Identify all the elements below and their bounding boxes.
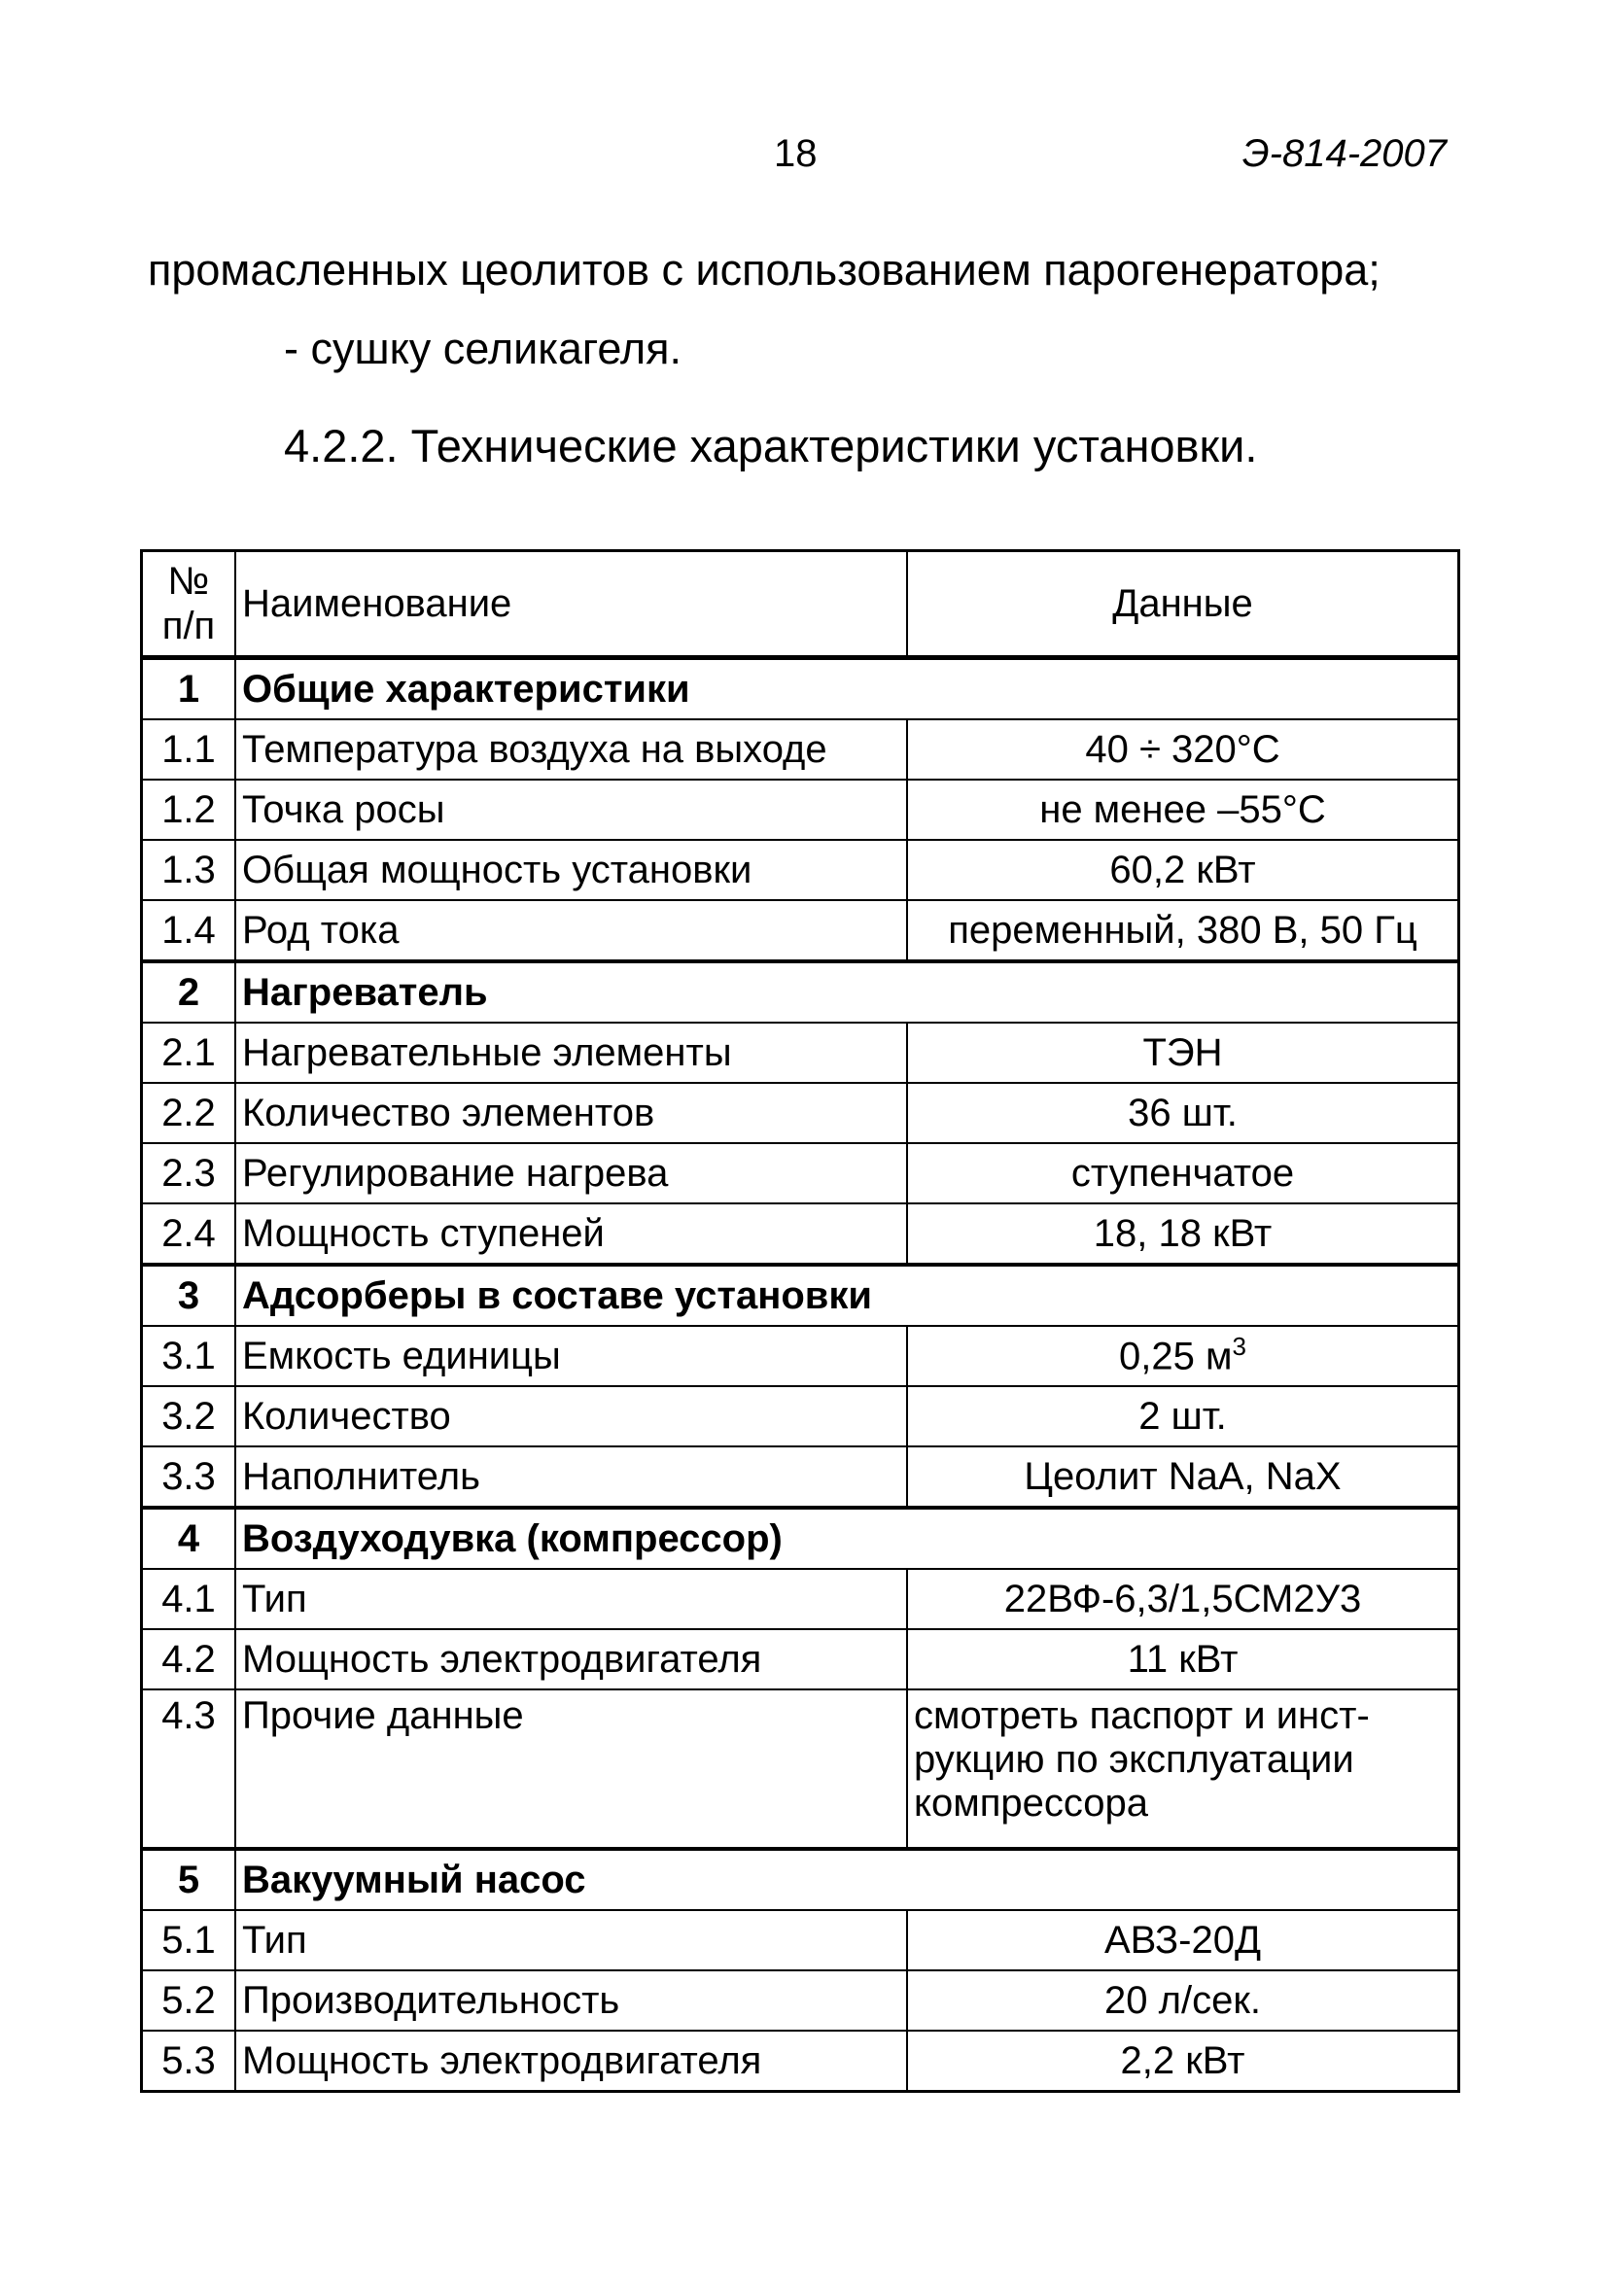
row-value-text: Цеолит NaA, NaX bbox=[1024, 1454, 1342, 1498]
row-number: 4.2 bbox=[142, 1629, 236, 1689]
row-name: Количество элементов bbox=[235, 1083, 907, 1143]
section-title: Воздуходувка (компрессор) bbox=[235, 1508, 1459, 1569]
table-row bbox=[142, 1629, 1459, 1689]
row-number: 1.4 bbox=[142, 900, 236, 961]
row-value-text: 36 шт. bbox=[1128, 1091, 1238, 1134]
table-header-row bbox=[142, 551, 1459, 658]
row-value-line: смотреть паспорт и инст- bbox=[914, 1694, 1370, 1737]
section-number: 4 bbox=[142, 1508, 236, 1569]
header-data: Данные bbox=[907, 551, 1459, 658]
row-name: Мощность ступеней bbox=[235, 1203, 907, 1265]
row-name: Род тока bbox=[235, 900, 907, 961]
table-section-row bbox=[142, 1508, 1459, 1569]
row-value bbox=[907, 840, 1459, 900]
row-value-text: 20 л/сек. bbox=[1104, 1978, 1261, 2022]
row-value bbox=[907, 1203, 1459, 1265]
table-row bbox=[142, 840, 1459, 900]
row-name: Температура воздуха на выходе bbox=[235, 719, 907, 780]
row-value bbox=[907, 1569, 1459, 1629]
header-name: Наименование bbox=[235, 551, 907, 658]
table-row bbox=[142, 1689, 1459, 1849]
row-value bbox=[907, 1629, 1459, 1689]
row-number: 2.4 bbox=[142, 1203, 236, 1265]
page-number: 18 bbox=[774, 132, 818, 175]
row-name: Точка росы bbox=[235, 780, 907, 840]
table-section-row bbox=[142, 961, 1459, 1023]
row-name: Количество bbox=[235, 1386, 907, 1446]
row-number: 1.2 bbox=[142, 780, 236, 840]
row-number: 5.3 bbox=[142, 2031, 236, 2092]
section-number: 2 bbox=[142, 961, 236, 1023]
table-row bbox=[142, 1446, 1459, 1508]
row-number: 4.1 bbox=[142, 1569, 236, 1629]
row-value bbox=[907, 1910, 1459, 1970]
row-value bbox=[907, 1689, 1459, 1849]
paragraph-line-2: - сушку селикагеля. bbox=[284, 324, 682, 373]
row-value-text: 2,2 кВт bbox=[1120, 2038, 1245, 2082]
section-heading: 4.2.2. Технические характеристики установки. bbox=[284, 420, 1258, 471]
row-value bbox=[907, 1970, 1459, 2031]
table-row bbox=[142, 1083, 1459, 1143]
row-number: 3.1 bbox=[142, 1326, 236, 1386]
document-code: Э-814-2007 bbox=[1241, 132, 1447, 175]
row-value bbox=[907, 1326, 1459, 1386]
row-name: Регулирование нагрева bbox=[235, 1143, 907, 1203]
row-name: Мощность электродвигателя bbox=[235, 1629, 907, 1689]
table-section-row bbox=[142, 1265, 1459, 1326]
header-number-line-1: № bbox=[167, 560, 210, 603]
paragraph-line-1: промасленных цеолитов с использованием парогенератора; bbox=[148, 245, 1381, 295]
row-value-text: переменный, 380 В, 50 Гц bbox=[948, 908, 1417, 952]
section-title: Общие характеристики bbox=[235, 658, 1459, 720]
row-number: 2.3 bbox=[142, 1143, 236, 1203]
row-value bbox=[907, 780, 1459, 840]
row-number: 4.3 bbox=[142, 1689, 236, 1849]
table-row bbox=[142, 1023, 1459, 1083]
specifications-table bbox=[140, 549, 1460, 2093]
row-value-text: не менее –55°С bbox=[1039, 787, 1326, 831]
table-row bbox=[142, 1143, 1459, 1203]
row-value bbox=[907, 1083, 1459, 1143]
row-name: Мощность электродвигателя bbox=[235, 2031, 907, 2092]
table-row bbox=[142, 719, 1459, 780]
table-row bbox=[142, 1910, 1459, 1970]
section-number: 3 bbox=[142, 1265, 236, 1326]
row-value bbox=[907, 1023, 1459, 1083]
row-number: 1.3 bbox=[142, 840, 236, 900]
section-title: Адсорберы в составе установки bbox=[235, 1265, 1459, 1326]
row-name: Общая мощность установки bbox=[235, 840, 907, 900]
row-number: 5.2 bbox=[142, 1970, 236, 2031]
row-number: 2.1 bbox=[142, 1023, 236, 1083]
row-value-text: ТЭН bbox=[1142, 1030, 1223, 1074]
row-value bbox=[907, 719, 1459, 780]
row-name: Тип bbox=[235, 1910, 907, 1970]
row-name: Тип bbox=[235, 1569, 907, 1629]
row-name: Нагревательные элементы bbox=[235, 1023, 907, 1083]
row-number: 3.2 bbox=[142, 1386, 236, 1446]
row-name: Прочие данные bbox=[235, 1689, 907, 1849]
row-value-line: рукцию по эксплуатации bbox=[914, 1737, 1354, 1781]
row-value-text: ступенчатое bbox=[1070, 1151, 1295, 1195]
table-section-row bbox=[142, 1849, 1459, 1910]
row-value-line: компрессора bbox=[914, 1781, 1149, 1825]
table-section-row bbox=[142, 658, 1459, 720]
row-value bbox=[907, 1386, 1459, 1446]
row-value bbox=[907, 900, 1459, 961]
row-value bbox=[907, 2031, 1459, 2092]
table-row bbox=[142, 900, 1459, 961]
row-value-text: 40 ÷ 320°С bbox=[1085, 727, 1280, 771]
table-row bbox=[142, 2031, 1459, 2092]
row-value bbox=[907, 1143, 1459, 1203]
row-value bbox=[907, 1446, 1459, 1508]
table-row bbox=[142, 1203, 1459, 1265]
row-value-text: АВЗ-20Д bbox=[1103, 1918, 1262, 1962]
row-value-text: 18, 18 кВт bbox=[1093, 1211, 1273, 1255]
table-row bbox=[142, 1569, 1459, 1629]
row-value-text: 0,25 м bbox=[1119, 1335, 1233, 1378]
section-number: 1 bbox=[142, 658, 236, 720]
section-title: Вакуумный насос bbox=[235, 1849, 1459, 1910]
row-value-text: 2 шт. bbox=[1138, 1394, 1227, 1438]
row-value-text: 22ВФ-6,3/1,5СМ2У3 bbox=[1003, 1577, 1362, 1620]
row-name: Наполнитель bbox=[235, 1446, 907, 1508]
table-row bbox=[142, 780, 1459, 840]
row-number: 1.1 bbox=[142, 719, 236, 780]
row-name: Емкость единицы bbox=[235, 1326, 907, 1386]
section-number: 5 bbox=[142, 1849, 236, 1910]
table-row bbox=[142, 1386, 1459, 1446]
table-row bbox=[142, 1326, 1459, 1386]
header-number bbox=[142, 551, 236, 658]
row-value-text: 60,2 кВт bbox=[1109, 848, 1256, 891]
row-name: Производительность bbox=[235, 1970, 907, 2031]
row-number: 3.3 bbox=[142, 1446, 236, 1508]
row-number: 2.2 bbox=[142, 1083, 236, 1143]
header-number-line-2: п/п bbox=[161, 605, 216, 647]
row-value-text: 11 кВт bbox=[1127, 1637, 1239, 1681]
row-number: 5.1 bbox=[142, 1910, 236, 1970]
table-row bbox=[142, 1970, 1459, 2031]
row-value-superscript: 3 bbox=[1232, 1332, 1246, 1362]
section-title: Нагреватель bbox=[235, 961, 1459, 1023]
